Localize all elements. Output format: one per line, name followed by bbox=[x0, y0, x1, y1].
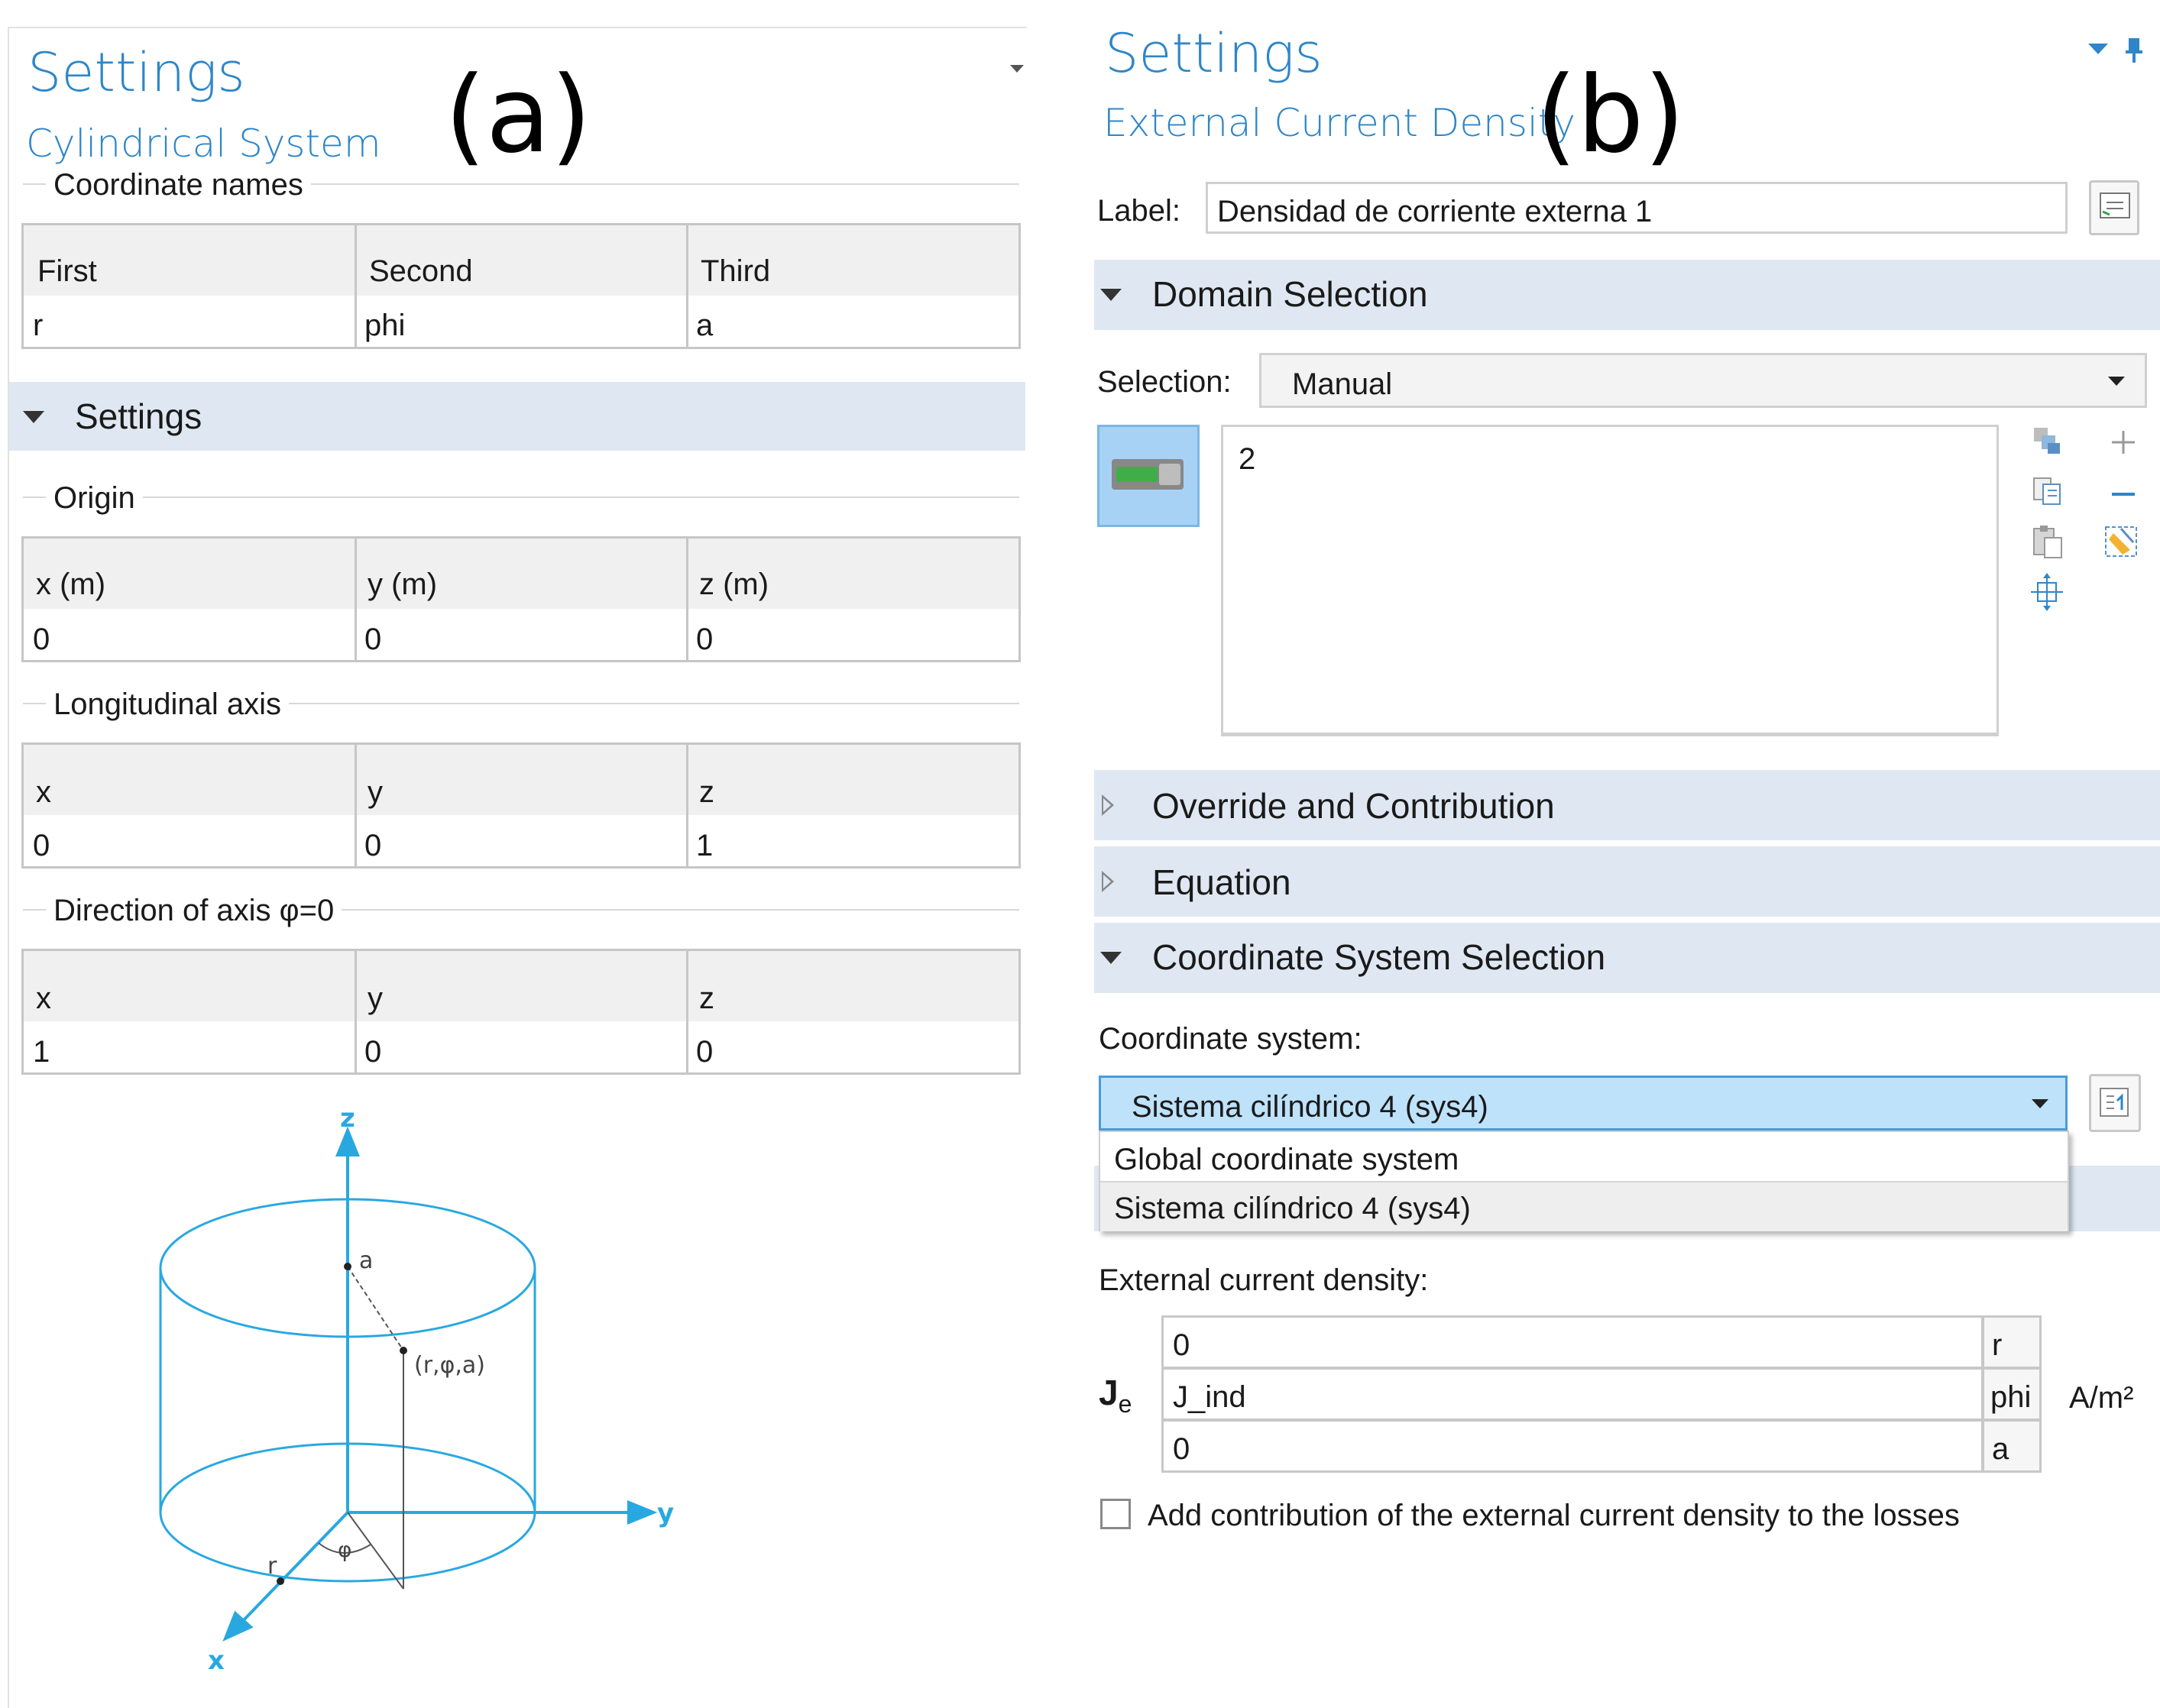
menu-item-label: Sistema cilíndrico 4 (sys4) bbox=[1114, 1192, 1471, 1225]
table-header: x bbox=[36, 982, 51, 1015]
label-caption: Label: bbox=[1097, 194, 1180, 228]
equation-label: Equation bbox=[1152, 862, 1291, 902]
current-density-symbol bbox=[1099, 1373, 1132, 1418]
current-density-caption: External current density: bbox=[1099, 1263, 1429, 1297]
go-to-source-icon bbox=[2099, 1087, 2132, 1121]
table-header: x (m) bbox=[36, 568, 106, 601]
component-label-r bbox=[1982, 1315, 2042, 1369]
symbol-sub: e bbox=[1118, 1390, 1132, 1418]
selection-caption: Selection: bbox=[1097, 365, 1232, 399]
point-r bbox=[277, 1577, 284, 1585]
label-input[interactable] bbox=[1206, 182, 2068, 234]
override-contribution-header[interactable] bbox=[1094, 770, 2160, 840]
menu-item-label: Global coordinate system bbox=[1114, 1143, 1459, 1176]
panel-b-title: Settings bbox=[1105, 22, 1323, 85]
input-value: 0 bbox=[1173, 1432, 1190, 1466]
component-label: phi bbox=[1990, 1380, 2032, 1414]
label-phi: φ bbox=[338, 1537, 352, 1562]
remove-icon[interactable] bbox=[2110, 481, 2136, 507]
settings-section-label: Settings bbox=[75, 396, 202, 436]
menu-item-global[interactable] bbox=[1100, 1132, 2068, 1181]
panel-a-title: Settings bbox=[28, 41, 245, 104]
table-cell[interactable]: phi bbox=[364, 309, 406, 342]
table-cell[interactable]: 0 bbox=[364, 1035, 382, 1069]
settings-section-header[interactable] bbox=[9, 382, 1025, 451]
list-item[interactable]: 2 bbox=[1239, 442, 1256, 476]
selection-dropdown[interactable] bbox=[1259, 353, 2147, 408]
radius-line-top bbox=[348, 1266, 403, 1351]
losses-checkbox-label: Add contribution of the external current density to the losses bbox=[1148, 1499, 1960, 1532]
coordinate-system-caption: Coordinate system: bbox=[1099, 1022, 1362, 1056]
coordinate-names-label: Coordinate names bbox=[46, 170, 311, 200]
current-density-input-r[interactable] bbox=[1161, 1315, 1984, 1369]
label-a: a bbox=[359, 1247, 374, 1274]
coordinate-system-label: Coordinate System Selection bbox=[1152, 937, 1606, 977]
table-cell[interactable]: 0 bbox=[696, 623, 714, 656]
input-value: J_ind bbox=[1173, 1380, 1246, 1414]
table-header: y (m) bbox=[368, 568, 438, 601]
menu-item-sys4[interactable] bbox=[1100, 1181, 2068, 1231]
figure-label-b: (b) bbox=[1536, 53, 1686, 176]
table-header: x bbox=[36, 775, 51, 809]
expand-icon bbox=[1102, 794, 1114, 816]
longitudinal-axis-label: Longitudinal axis bbox=[46, 689, 289, 720]
panel-b-menu-icon[interactable] bbox=[2088, 44, 2108, 54]
cylinder-diagram bbox=[138, 1100, 718, 1696]
table-header: y bbox=[368, 982, 383, 1015]
y-axis-arrow bbox=[629, 1503, 653, 1522]
longitudinal-axis-table bbox=[21, 742, 1021, 869]
coordinate-system-dropdown[interactable] bbox=[1099, 1076, 2068, 1131]
expand-icon bbox=[1102, 871, 1114, 892]
figure-label-a: (a) bbox=[445, 53, 592, 176]
zoom-selection-icon[interactable] bbox=[2029, 573, 2064, 611]
table-header: z (m) bbox=[699, 568, 769, 601]
copy-selection-icon[interactable] bbox=[2031, 425, 2064, 458]
origin-label: Origin bbox=[46, 483, 143, 513]
table-cell[interactable]: r bbox=[33, 309, 44, 342]
collapse-icon bbox=[23, 411, 44, 423]
clear-selection-icon[interactable] bbox=[2103, 522, 2141, 561]
panel-a-menu-icon[interactable] bbox=[1010, 65, 1024, 73]
label-note-button[interactable] bbox=[2089, 180, 2139, 235]
input-value: 0 bbox=[1173, 1328, 1190, 1362]
domain-selection-header[interactable] bbox=[1094, 260, 2160, 330]
table-cell[interactable]: 0 bbox=[33, 623, 50, 656]
coordinate-system-go-button[interactable] bbox=[2089, 1074, 2141, 1132]
symbol-j: J bbox=[1099, 1373, 1119, 1412]
component-label-a bbox=[1982, 1419, 2042, 1473]
axis-x-label: x bbox=[208, 1645, 225, 1676]
losses-checkbox[interactable] bbox=[1100, 1499, 1131, 1529]
equation-header[interactable] bbox=[1094, 846, 2160, 917]
z-axis-arrow bbox=[338, 1131, 358, 1155]
table-cell[interactable]: a bbox=[696, 309, 714, 342]
component-label: r bbox=[1992, 1328, 2003, 1362]
point-a bbox=[344, 1263, 351, 1270]
note-icon bbox=[2099, 192, 2131, 224]
table-cell[interactable]: 0 bbox=[696, 1035, 714, 1069]
x-axis-line bbox=[241, 1512, 348, 1623]
panel-a-subtitle: Cylindrical System bbox=[26, 121, 381, 166]
current-density-unit: A/m² bbox=[2069, 1381, 2134, 1415]
table-header: y bbox=[368, 775, 383, 809]
panel-b-subtitle: External Current Density bbox=[1103, 101, 1575, 145]
selection-list[interactable] bbox=[1221, 425, 1999, 736]
collapse-icon bbox=[1100, 952, 1122, 964]
table-header: Second bbox=[369, 254, 473, 288]
label-input-value: Densidad de corriente externa 1 bbox=[1217, 195, 1653, 228]
current-density-input-a[interactable] bbox=[1161, 1419, 1984, 1473]
add-icon[interactable] bbox=[2110, 429, 2136, 455]
axis-z-label: z bbox=[340, 1103, 355, 1134]
table-header: z bbox=[699, 775, 714, 809]
axis-y-label: y bbox=[657, 1498, 675, 1528]
chevron-down-icon bbox=[2108, 377, 2125, 386]
component-label-phi bbox=[1982, 1367, 2042, 1421]
direction-axis-label: Direction of axis φ=0 bbox=[46, 895, 342, 926]
pin-icon[interactable] bbox=[2124, 37, 2144, 64]
point-rphia bbox=[400, 1347, 407, 1354]
origin-table bbox=[21, 536, 1021, 662]
label-r: r bbox=[267, 1553, 277, 1580]
table-cell[interactable]: 1 bbox=[696, 829, 714, 862]
origin-divider bbox=[23, 497, 1019, 498]
current-density-input-phi[interactable] bbox=[1161, 1367, 1984, 1421]
coordinate-system-menu bbox=[1099, 1131, 2069, 1231]
table-header: z bbox=[699, 982, 714, 1015]
clipboard-icon[interactable] bbox=[2031, 522, 2064, 561]
table-cell[interactable]: 1 bbox=[33, 1035, 50, 1069]
table-header: Third bbox=[701, 254, 771, 288]
toggle-icon bbox=[1110, 456, 1187, 494]
override-contribution-label: Override and Contribution bbox=[1152, 786, 1555, 826]
chevron-down-icon bbox=[2032, 1099, 2048, 1108]
domain-selection-label: Domain Selection bbox=[1152, 274, 1428, 314]
paste-list-icon[interactable] bbox=[2031, 474, 2064, 507]
direction-axis-table bbox=[21, 949, 1021, 1075]
label-point: (r,φ,a) bbox=[414, 1352, 485, 1379]
coordinate-names-table bbox=[21, 223, 1021, 349]
table-header: First bbox=[37, 254, 97, 288]
coordinate-system-header[interactable] bbox=[1094, 923, 2160, 993]
table-cell[interactable]: 0 bbox=[364, 623, 382, 656]
component-label: a bbox=[1992, 1432, 2009, 1466]
collapse-icon bbox=[1100, 289, 1122, 301]
table-cell[interactable]: 0 bbox=[364, 829, 382, 862]
table-cell[interactable]: 0 bbox=[33, 829, 50, 862]
active-toggle-button[interactable] bbox=[1097, 425, 1200, 527]
selection-value: Manual bbox=[1292, 367, 1393, 401]
coordinate-system-value: Sistema cilíndrico 4 (sys4) bbox=[1132, 1090, 1488, 1124]
